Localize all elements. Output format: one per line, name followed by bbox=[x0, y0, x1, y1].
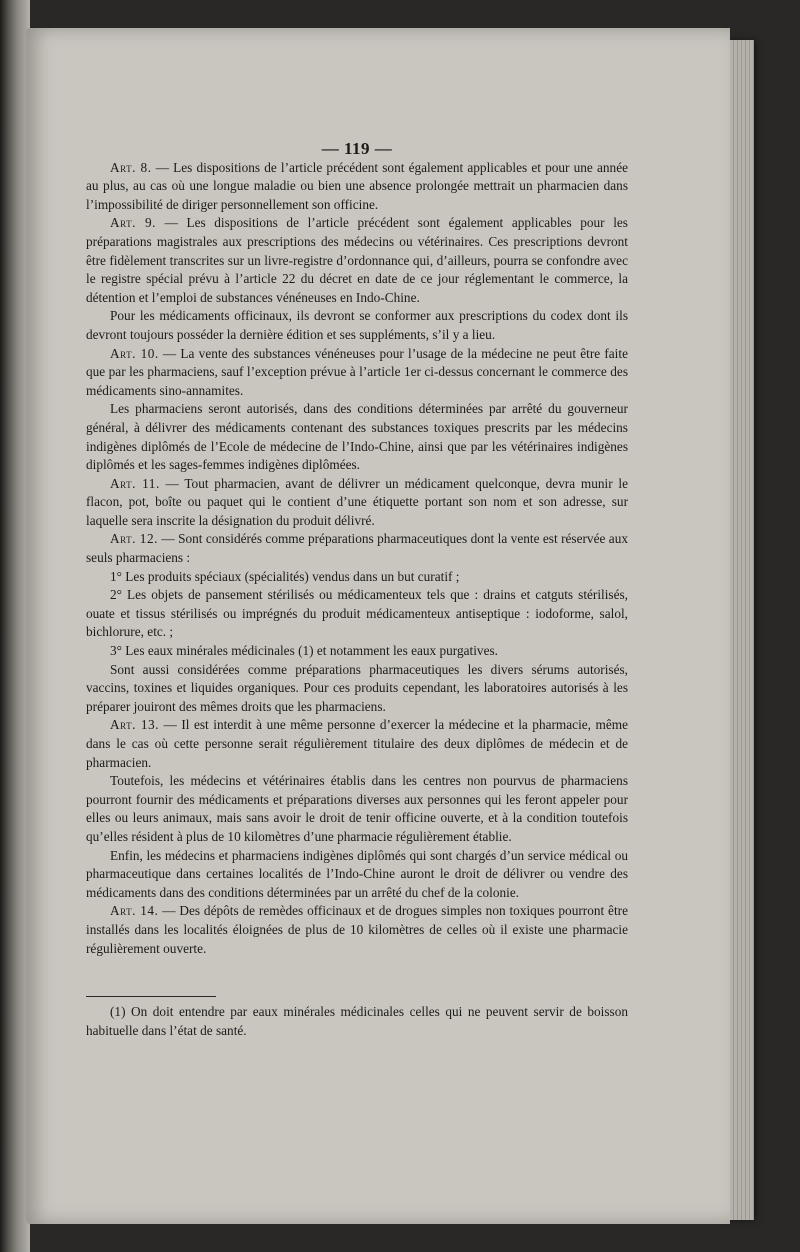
paragraph: Pour les médicaments officinaux, ils devront se conformer aux prescriptions du codex dont ils devront toujours posséder la dernière édition et ses suppléments, s’il y a lieu. bbox=[86, 308, 628, 342]
footnote: (1) On doit entendre par eaux minérales médicinales celles qui ne peuvent servir de boisson habituelle dans l’état de santé. bbox=[86, 1004, 628, 1038]
footnote-divider bbox=[86, 996, 216, 997]
paragraph: Les pharmaciens seront autorisés, dans des conditions déterminées par arrêté du gouverneur général, à délivrer des médicaments contenant des substances toxiques prescrits par les médecins indigènes diplômés de l’Ecole de médecine de l’Indo-Chine, ainsi que par les vétérinaires indigènes diplômés et les sages-femmes indigènes diplômées. bbox=[86, 401, 628, 473]
page-text bbox=[86, 140, 628, 1040]
paragraph: Sont aussi considérées comme préparations pharmaceutiques les divers sérums autorisés, vaccins, toxines et liquides organiques. Pour ces produits cependant, les laboratoires autorisés à les préparer jouiront des mêmes droits que les pharmaciens. bbox=[86, 661, 628, 714]
paragraph-art-11: Art. 11. — Tout pharmacien, avant de délivrer un médicament quelconque, devra munir le flacon, pot, boîte ou paquet qui le contient d’une étiquette portant son nom et son adresse, sur laquelle sera inscrite la désignation du produit délivré. bbox=[86, 475, 628, 528]
list-item: 2° Les objets de pansement stérilisés ou médicamenteux tels que : drains et catguts stérilisés, ouate et tissus stérilisés ou imprégnés du produit médicamenteux antiseptique : iodoforme, salol, bichlorure, etc. ; bbox=[86, 587, 628, 640]
list-item: 3° Les eaux minérales médicinales (1) et notamment les eaux purgatives. bbox=[110, 643, 498, 659]
paragraph-art-10: Art. 10. — La vente des substances vénéneuses pour l’usage de la médecine ne peut être faite que par les pharmaciens, sauf l’exception prévue à l’article 1er ci-dessus concernant le commerce des médicaments sino-annamites. bbox=[86, 345, 628, 398]
paragraph-art-9: Art. 9. — Les dispositions de l’article précédent sont également applicables pour les préparations magistrales aux prescriptions des médecins ou vétérinaires. Ces prescriptions devront être fidèlement transcrites sur un livre-registre d’ordonnance qui, d’ailleurs, pourra se confondre avec le registre spécial prévu à l’article 22 du décret en date de ce jour réglementant le commerce, la détention et l’emploi de substances vénéneuses en Indo-Chine. bbox=[86, 215, 628, 305]
paragraph-art-12: Art. 12. — Sont considérés comme préparations pharmaceutiques dont la vente est réservée aux seuls pharmaciens : bbox=[86, 531, 628, 566]
paragraph-art-8: Art. 8. — Les dispositions de l’article précédent sont également applicables et pour une année au plus, au cas où une longue maladie ou bien une absence prolongée mettrait un pharmacien dans l’impossibilité de diriger personnellement son officine. bbox=[86, 159, 628, 212]
page-number: — 119 — bbox=[321, 139, 393, 158]
paragraph-art-14: Art. 14. — Des dépôts de remèdes officinaux et de drogues simples non toxiques pourront être installés dans les localités éloignées de plus de 10 kilomètres de celles où il existe une pharmacie régulièrement ouverte. bbox=[86, 903, 628, 956]
paragraph-art-13: Art. 13. — Il est interdit à une même personne d’exercer la médecine et la pharmacie, même dans le cas où cette personne serait régulièrement titulaire des deux diplômes de médecin et de pharmacien. bbox=[86, 717, 628, 770]
paragraph: Toutefois, les médecins et vétérinaires établis dans les centres non pourvus de pharmaciens pourront fournir des médicaments et préparations diverses aux personnes qui les feront appeler pour elles ou leurs animaux, mais sans avoir le droit de tenir officine ouverte, et à la condition toutefois qu’elles résident à plus de 10 kilomètres d’une pharmacie régulièrement établie. bbox=[86, 773, 628, 844]
list-item: 1° Les produits spéciaux (spécialités) vendus dans un but curatif ; bbox=[110, 568, 460, 584]
paragraph: Enfin, les médecins et pharmaciens indigènes diplômés qui sont chargés d’un service médical ou pharmaceutique dans certaines localités de l’Indo-Chine auront le droit de délivrer ou vendre des médicaments dans des conditions déterminées par un arrêté du chef de la colonie. bbox=[86, 847, 628, 900]
